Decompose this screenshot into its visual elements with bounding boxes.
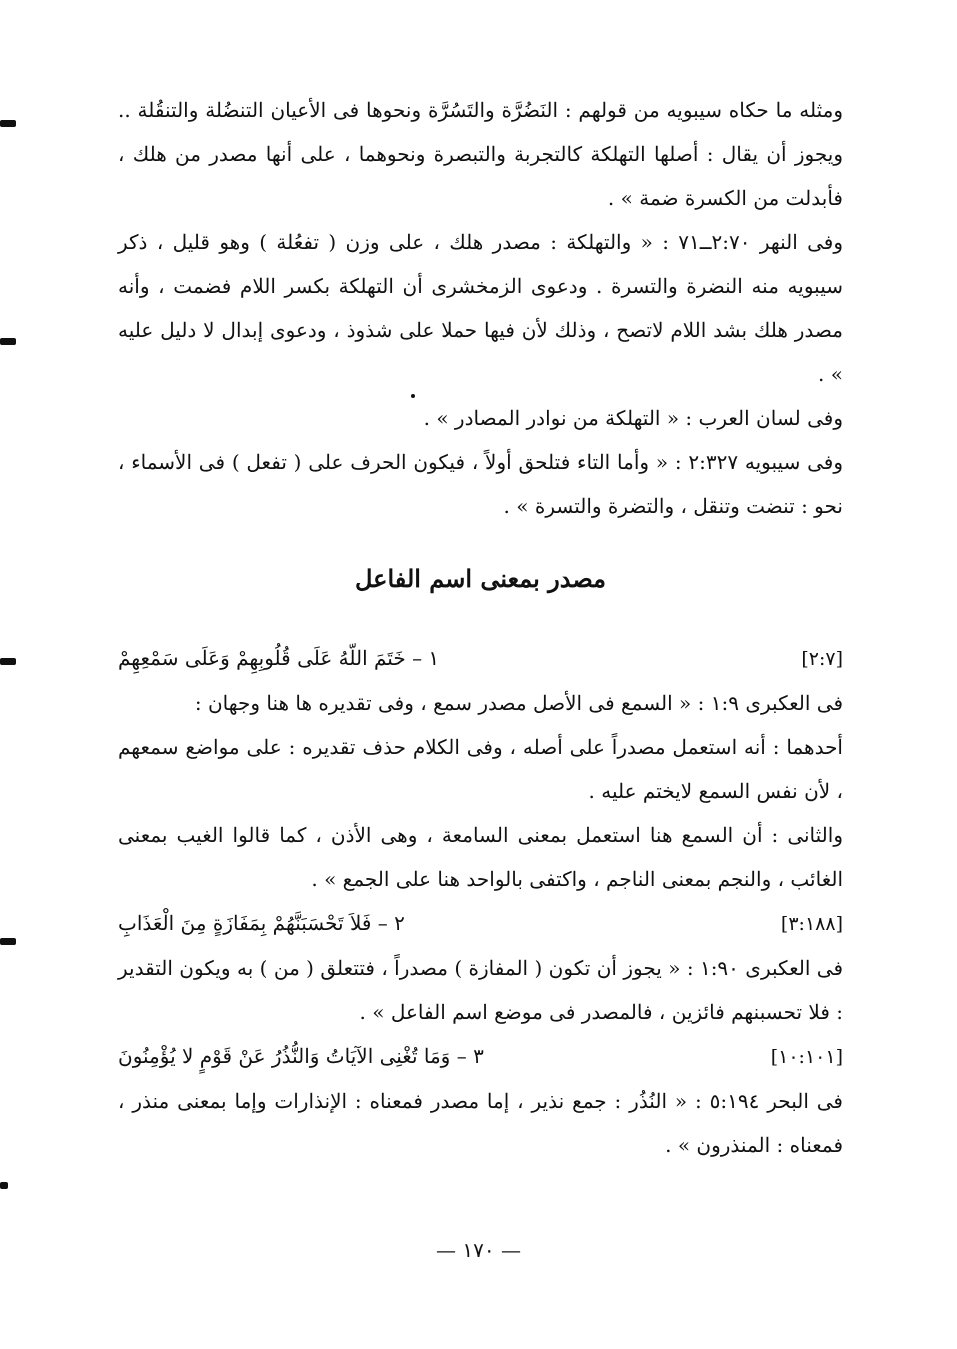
paragraph: والثانى : أن السمع هنا استعمل بمعنى السامعة ، وهى الأذن ، كما قالوا الغيب بمعنى الغائب ، والنجم بمعنى الناجم ، واكتفى بالواحد هنا على الجمع » .: [118, 823, 843, 891]
paragraph: أحدهما : أنه استعمل مصدراً على أصله ، وفى الكلام حذف تقديره : على مواضع سمعهم ، لأن نفس السمع لايختم عليه .: [118, 735, 843, 803]
paragraph: فى العكبرى ١:٩ : « السمع فى الأصل مصدر سمع ، وفى تقديره ها هنا وجهان :: [194, 691, 843, 715]
paragraph: فى البحر ٥:١٩٤ : « النُذُر : جمع نذير ، إما مصدر فمعناه : الإنذارات وإما بمعنى منذر ، فمعناه : المنذرون » .: [118, 1089, 843, 1157]
verse-line: [118, 636, 843, 681]
paragraph: فى العكبرى ١:٩٠ : « يجوز أن تكون ( المفازة ) مصدراً ، فتتعلق ( من ) به ويكون التقدير : فلا تحسبنهم فائزين ، فالمصدر فى موضع اسم الفاعل » .: [118, 956, 844, 1024]
paragraph: وفى النهر ٢:٧٠ــ٧١ : « والتهلكة : مصدر هلك ، على وزن ( تفعُلة ) وهو قليل ، ذكر سيبويه منه النضرة والتسرة . ودعوى الزمخشرى أن التهلكة بكسر اللام فضمت ، وأنه مصدر هلك بشد اللام لاتصح ، وذلك لأن فيها حملا على شذوذ ، ودعوى إبدال لا دليل عليه » .: [118, 230, 843, 386]
verse-line: [118, 901, 843, 946]
paragraph: ومثله ما حكاه سيبويه من قولهم : النَضُرَّة والتَسُرَّة ونحوها فى الأعيان التنضُلة والتنقُلة .. ويجوز أن يقال : أصلها التهلكة كالتجربة والتبصرة ونحوهما ، على أنها مصدر من هلك ، فأبدلت من الكسرة ضمة » .: [118, 98, 843, 210]
verse-text: ٢ – فَلاَ تَحْسَبَنَّهُمْ بِمَفَازَةٍ مِنَ الْعَذَابِ: [118, 911, 405, 935]
binding-mark: [0, 120, 16, 127]
section-heading: مصدر بمعنى اسم الفاعل: [355, 564, 606, 593]
paragraph: وفى سيبويه ٢:٣٢٧ : « وأما التاء فتلحق أولاً ، فيكون الحرف على ( تفعل ) فى الأسماء ، نحو : تنضت وتنقل ، والتضرة والتسرة » .: [118, 450, 843, 518]
binding-mark: [0, 658, 16, 665]
verse-line: [118, 1034, 843, 1079]
page-number: — ١٧٠ —: [436, 1238, 521, 1262]
paragraph: وفى لسان العرب : « التهلكة من نوادر المصادر » .: [423, 406, 843, 430]
verse-reference: [١٠:١٠١]: [770, 1046, 843, 1068]
section-top: [118, 88, 843, 528]
section-examples: [118, 636, 843, 1167]
binding-mark: [0, 938, 16, 945]
verse-text: ٣ – وَمَا تُغْنِى الآيَاتُ وَالنُّذُرُ عَنْ قَوْمٍ لا يُؤْمِنُونَ: [118, 1044, 484, 1068]
binding-mark: [0, 1182, 8, 1189]
binding-mark: [0, 338, 16, 345]
verse-text: ١ – خَتَمَ اللّهُ عَلَى قُلُوبِهِمْ وَعَلَى سَمْعِهِمْ: [118, 646, 440, 670]
verse-reference: [٢:٧]: [801, 648, 843, 670]
verse-reference: [٣:١٨٨]: [780, 913, 843, 935]
